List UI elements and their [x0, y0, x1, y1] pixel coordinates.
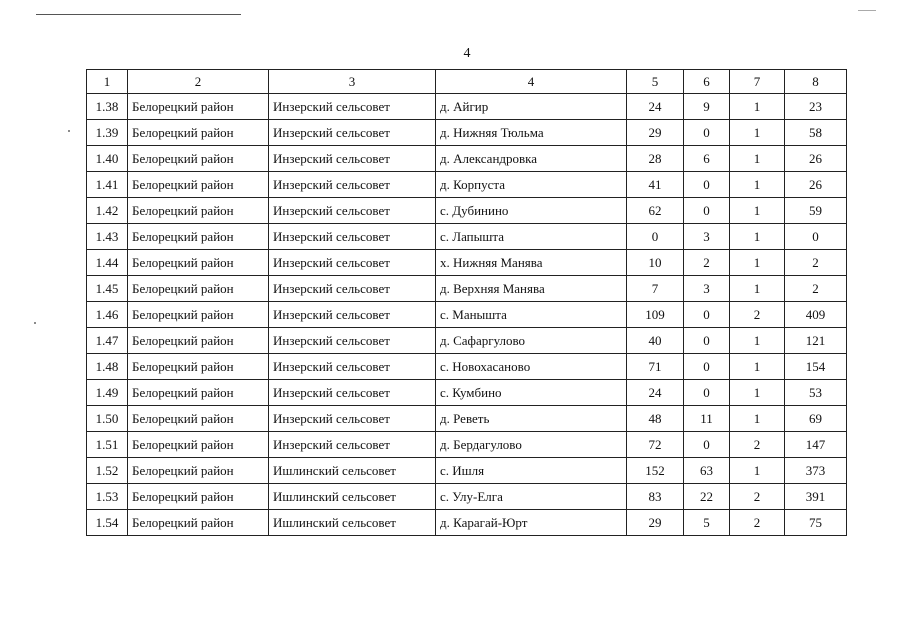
table-body — [87, 94, 847, 536]
council-cell: Инзерский сельсовет — [269, 380, 436, 406]
district-cell: Белорецкий район — [128, 172, 269, 198]
value-cell-6: 9 — [684, 94, 730, 120]
district-cell: Белорецкий район — [128, 432, 269, 458]
value-cell-6: 3 — [684, 224, 730, 250]
value-cell-7: 1 — [730, 276, 785, 302]
settlement-cell: д. Бердагулово — [436, 432, 627, 458]
settlement-cell: д. Александровка — [436, 146, 627, 172]
value-cell-5: 28 — [627, 146, 684, 172]
council-cell: Инзерский сельсовет — [269, 224, 436, 250]
value-cell-7: 1 — [730, 120, 785, 146]
value-cell-8: 409 — [785, 302, 847, 328]
row-number: 1.50 — [87, 406, 128, 432]
district-cell: Белорецкий район — [128, 198, 269, 224]
header-cell: 7 — [730, 70, 785, 94]
header-cell: 1 — [87, 70, 128, 94]
value-cell-8: 59 — [785, 198, 847, 224]
row-number: 1.38 — [87, 94, 128, 120]
value-cell-5: 7 — [627, 276, 684, 302]
page-number: 4 — [463, 46, 471, 61]
value-cell-5: 24 — [627, 94, 684, 120]
value-cell-7: 1 — [730, 354, 785, 380]
council-cell: Инзерский сельсовет — [269, 198, 436, 224]
row-number: 1.46 — [87, 302, 128, 328]
table-row — [87, 484, 847, 510]
settlement-cell: д. Карагай-Юрт — [436, 510, 627, 536]
settlement-cell: с. Кумбино — [436, 380, 627, 406]
value-cell-5: 24 — [627, 380, 684, 406]
settlements-table — [86, 69, 847, 536]
table-row — [87, 198, 847, 224]
value-cell-6: 0 — [684, 198, 730, 224]
scan-speck — [68, 130, 70, 132]
table-row — [87, 146, 847, 172]
value-cell-7: 1 — [730, 328, 785, 354]
council-cell: Инзерский сельсовет — [269, 120, 436, 146]
value-cell-5: 72 — [627, 432, 684, 458]
value-cell-5: 10 — [627, 250, 684, 276]
value-cell-8: 0 — [785, 224, 847, 250]
value-cell-5: 40 — [627, 328, 684, 354]
district-cell: Белорецкий район — [128, 484, 269, 510]
council-cell: Инзерский сельсовет — [269, 328, 436, 354]
value-cell-7: 1 — [730, 250, 785, 276]
row-number: 1.51 — [87, 432, 128, 458]
value-cell-7: 1 — [730, 198, 785, 224]
table-row — [87, 406, 847, 432]
row-number: 1.52 — [87, 458, 128, 484]
row-number: 1.40 — [87, 146, 128, 172]
row-number: 1.53 — [87, 484, 128, 510]
settlement-cell: с. Новохасаново — [436, 354, 627, 380]
value-cell-8: 373 — [785, 458, 847, 484]
district-cell: Белорецкий район — [128, 250, 269, 276]
settlement-cell: д. Нижняя Тюльма — [436, 120, 627, 146]
value-cell-8: 23 — [785, 94, 847, 120]
settlement-cell: с. Улу-Елга — [436, 484, 627, 510]
scan-speck — [34, 322, 36, 324]
value-cell-5: 109 — [627, 302, 684, 328]
table-row — [87, 120, 847, 146]
settlement-cell: д. Айгир — [436, 94, 627, 120]
value-cell-7: 1 — [730, 458, 785, 484]
header-row — [87, 70, 847, 94]
row-number: 1.44 — [87, 250, 128, 276]
table-row — [87, 172, 847, 198]
value-cell-8: 26 — [785, 146, 847, 172]
value-cell-6: 22 — [684, 484, 730, 510]
value-cell-6: 6 — [684, 146, 730, 172]
value-cell-6: 3 — [684, 276, 730, 302]
settlement-cell: д. Реветь — [436, 406, 627, 432]
value-cell-6: 5 — [684, 510, 730, 536]
council-cell: Инзерский сельсовет — [269, 172, 436, 198]
table-row — [87, 250, 847, 276]
row-number: 1.43 — [87, 224, 128, 250]
value-cell-8: 154 — [785, 354, 847, 380]
council-cell: Инзерский сельсовет — [269, 432, 436, 458]
council-cell: Инзерский сельсовет — [269, 250, 436, 276]
value-cell-7: 1 — [730, 406, 785, 432]
table-row — [87, 354, 847, 380]
council-cell: Ишлинский сельсовет — [269, 484, 436, 510]
council-cell: Инзерский сельсовет — [269, 354, 436, 380]
district-cell: Белорецкий район — [128, 302, 269, 328]
corner-mark — [858, 10, 876, 11]
council-cell: Инзерский сельсовет — [269, 406, 436, 432]
district-cell: Белорецкий район — [128, 328, 269, 354]
value-cell-8: 2 — [785, 250, 847, 276]
district-cell: Белорецкий район — [128, 224, 269, 250]
row-number: 1.41 — [87, 172, 128, 198]
header-cell: 6 — [684, 70, 730, 94]
district-cell: Белорецкий район — [128, 406, 269, 432]
header-cell: 8 — [785, 70, 847, 94]
value-cell-8: 58 — [785, 120, 847, 146]
row-number: 1.42 — [87, 198, 128, 224]
settlement-cell: с. Дубинино — [436, 198, 627, 224]
value-cell-8: 75 — [785, 510, 847, 536]
value-cell-7: 1 — [730, 146, 785, 172]
value-cell-5: 62 — [627, 198, 684, 224]
council-cell: Инзерский сельсовет — [269, 146, 436, 172]
district-cell: Белорецкий район — [128, 120, 269, 146]
district-cell: Белорецкий район — [128, 354, 269, 380]
value-cell-6: 11 — [684, 406, 730, 432]
district-cell: Белорецкий район — [128, 146, 269, 172]
settlement-cell: д. Верхняя Манява — [436, 276, 627, 302]
value-cell-6: 0 — [684, 432, 730, 458]
header-cell: 3 — [269, 70, 436, 94]
value-cell-5: 0 — [627, 224, 684, 250]
value-cell-7: 1 — [730, 224, 785, 250]
table-row — [87, 510, 847, 536]
settlement-cell: д. Сафаргулово — [436, 328, 627, 354]
row-number: 1.47 — [87, 328, 128, 354]
value-cell-5: 71 — [627, 354, 684, 380]
header-cell: 2 — [128, 70, 269, 94]
value-cell-7: 1 — [730, 94, 785, 120]
value-cell-8: 121 — [785, 328, 847, 354]
value-cell-6: 0 — [684, 302, 730, 328]
value-cell-6: 2 — [684, 250, 730, 276]
value-cell-5: 152 — [627, 458, 684, 484]
value-cell-5: 29 — [627, 120, 684, 146]
value-cell-6: 0 — [684, 120, 730, 146]
value-cell-5: 83 — [627, 484, 684, 510]
settlement-cell: с. Лапышта — [436, 224, 627, 250]
value-cell-6: 0 — [684, 328, 730, 354]
header-cell: 5 — [627, 70, 684, 94]
district-cell: Белорецкий район — [128, 380, 269, 406]
table-row — [87, 458, 847, 484]
district-cell: Белорецкий район — [128, 276, 269, 302]
value-cell-5: 29 — [627, 510, 684, 536]
table-row — [87, 94, 847, 120]
settlement-cell: х. Нижняя Манява — [436, 250, 627, 276]
settlement-cell: с. Манышта — [436, 302, 627, 328]
value-cell-6: 63 — [684, 458, 730, 484]
value-cell-8: 2 — [785, 276, 847, 302]
council-cell: Инзерский сельсовет — [269, 302, 436, 328]
value-cell-6: 0 — [684, 172, 730, 198]
district-cell: Белорецкий район — [128, 94, 269, 120]
table-row — [87, 302, 847, 328]
row-number: 1.48 — [87, 354, 128, 380]
settlement-cell: с. Ишля — [436, 458, 627, 484]
council-cell: Ишлинский сельсовет — [269, 510, 436, 536]
value-cell-8: 69 — [785, 406, 847, 432]
row-number: 1.49 — [87, 380, 128, 406]
value-cell-6: 0 — [684, 380, 730, 406]
value-cell-8: 26 — [785, 172, 847, 198]
table-row — [87, 432, 847, 458]
row-number: 1.54 — [87, 510, 128, 536]
top-rule — [36, 14, 241, 15]
table-row — [87, 224, 847, 250]
value-cell-7: 2 — [730, 302, 785, 328]
council-cell: Инзерский сельсовет — [269, 94, 436, 120]
table-row — [87, 328, 847, 354]
council-cell: Инзерский сельсовет — [269, 276, 436, 302]
value-cell-7: 2 — [730, 484, 785, 510]
value-cell-5: 48 — [627, 406, 684, 432]
value-cell-7: 1 — [730, 380, 785, 406]
value-cell-8: 53 — [785, 380, 847, 406]
table-row — [87, 380, 847, 406]
row-number: 1.39 — [87, 120, 128, 146]
value-cell-8: 391 — [785, 484, 847, 510]
table-row — [87, 276, 847, 302]
settlement-cell: д. Корпуста — [436, 172, 627, 198]
council-cell: Ишлинский сельсовет — [269, 458, 436, 484]
header-cell: 4 — [436, 70, 627, 94]
district-cell: Белорецкий район — [128, 510, 269, 536]
district-cell: Белорецкий район — [128, 458, 269, 484]
value-cell-7: 1 — [730, 172, 785, 198]
value-cell-8: 147 — [785, 432, 847, 458]
value-cell-7: 2 — [730, 432, 785, 458]
row-number: 1.45 — [87, 276, 128, 302]
value-cell-7: 2 — [730, 510, 785, 536]
value-cell-6: 0 — [684, 354, 730, 380]
value-cell-5: 41 — [627, 172, 684, 198]
